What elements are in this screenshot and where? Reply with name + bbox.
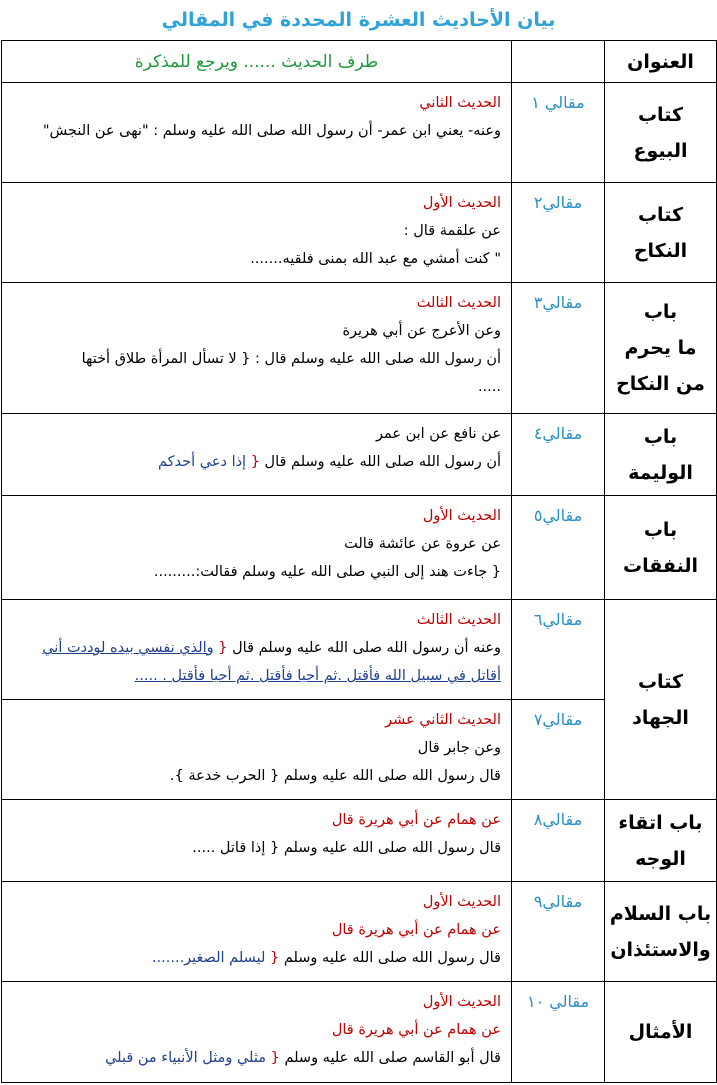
hadith-line xyxy=(10,888,501,916)
hadith-text: وعن الأعرج عن أبي هريرة xyxy=(342,323,501,339)
hadith-line xyxy=(10,317,501,345)
hadith-text: قال رسول الله صلى الله عليه وسلم { الحرب خدعة }. xyxy=(169,768,501,784)
table-row xyxy=(2,800,717,882)
row-hadith xyxy=(2,882,512,982)
row-hadith xyxy=(2,700,512,800)
hadith-text: الحديث الثاني عشر xyxy=(385,712,501,728)
hadith-line xyxy=(10,530,501,558)
hadith-line xyxy=(10,448,501,476)
quote-bracket: { xyxy=(250,454,260,470)
row-reference: مقالي٢ xyxy=(512,183,605,283)
topic-line: الوليمة xyxy=(628,461,693,484)
hadith-text: " كنت أمشي مع عبد الله بمنى فلقيه....... xyxy=(250,251,501,267)
topic-line: باب السلام xyxy=(609,902,712,925)
quote-bracket: { xyxy=(218,640,228,656)
table-row xyxy=(2,982,717,1083)
page-title: بيان الأحاديث العشرة المحددة في المقالي xyxy=(161,9,556,31)
hadith-text: أن رسول الله صلى الله عليه وسلم قال : { لا تسأل المرأة طلاق أختها xyxy=(81,351,501,367)
topic-line: النكاح xyxy=(633,239,688,262)
row-topic xyxy=(605,600,717,800)
hadith-line xyxy=(10,189,501,217)
topic-line: البيوع xyxy=(633,139,688,162)
row-reference: مقالي٤ xyxy=(512,414,605,496)
row-reference: مقالي ١٠ xyxy=(512,982,605,1083)
topic-line: كتاب xyxy=(637,203,684,226)
topic-line: باب xyxy=(643,425,678,448)
hadith-line xyxy=(10,89,501,117)
hadith-text: أقاتل في سبيل الله فأقتل .ثم أحيا فأقتل .ثم أحيا فأقتل . ..... xyxy=(134,668,501,684)
hadith-text: قال رسول الله صلى الله عليه وسلم xyxy=(283,950,501,966)
row-topic xyxy=(605,414,717,496)
row-hadith xyxy=(2,800,512,882)
hadith-line xyxy=(10,734,501,762)
row-topic xyxy=(605,800,717,882)
topic-line: باب اتقاء xyxy=(618,811,703,834)
hadith-text: عن علقمة قال : xyxy=(403,223,501,239)
hadith-line xyxy=(10,834,501,862)
row-topic xyxy=(605,283,717,414)
hadith-text: أن رسول الله صلى الله عليه وسلم قال xyxy=(264,454,501,470)
topic-line: الجهاد xyxy=(632,706,689,729)
row-reference: مقالي٦ xyxy=(512,600,605,700)
hadith-line xyxy=(10,289,501,317)
row-topic xyxy=(605,982,717,1083)
topic-line: النفقات xyxy=(623,554,698,577)
topic-line: الوجه xyxy=(635,847,686,870)
hadith-line xyxy=(10,634,501,662)
hadith-text: وعنه أن رسول الله صلى الله عليه وسلم قال xyxy=(232,640,501,656)
header-hadith: طرف الحديث ...... ويرجع للمذكرة xyxy=(2,41,512,83)
header-ref xyxy=(512,41,605,83)
topic-line: كتاب xyxy=(637,103,684,126)
row-reference: مقالي٣ xyxy=(512,283,605,414)
hadith-text: الحديث الأول xyxy=(422,508,501,524)
hadith-line xyxy=(10,706,501,734)
hadith-text: { جاءت هند إلى النبي صلى الله عليه وسلم فقالت:......... xyxy=(153,564,501,580)
header-topic: العنوان xyxy=(605,41,717,83)
topic-line: الأمثال xyxy=(628,1021,693,1043)
hadith-text: قال أبو القاسم صلى الله عليه وسلم xyxy=(284,1050,501,1066)
hadith-line xyxy=(10,1044,501,1072)
hadith-line xyxy=(10,558,501,586)
hadith-text: ..... xyxy=(477,379,501,395)
hadith-line xyxy=(10,245,501,273)
row-topic xyxy=(605,882,717,982)
topic-line: باب xyxy=(643,301,678,323)
hadith-line xyxy=(10,345,501,373)
row-hadith xyxy=(2,83,512,183)
hadith-text: الحديث الثاني xyxy=(419,95,501,111)
table-row xyxy=(2,414,717,496)
topic-line: كتاب xyxy=(637,670,684,693)
row-hadith xyxy=(2,414,512,496)
header-row xyxy=(2,41,717,83)
hadith-text: قال رسول الله صلى الله عليه وسلم { إذا قاتل ..... xyxy=(192,840,501,856)
hadith-line xyxy=(10,944,501,972)
table-row xyxy=(2,496,717,600)
row-reference: مقالي٩ xyxy=(512,882,605,982)
hadith-line xyxy=(10,606,501,634)
hadith-line xyxy=(10,988,501,1016)
quote-text: ليسلم الصغير....... xyxy=(151,950,266,966)
hadith-text: الحديث الثالث xyxy=(416,612,501,628)
table-row xyxy=(2,183,717,283)
hadith-line xyxy=(10,762,501,790)
table-row xyxy=(2,83,717,183)
hadith-line xyxy=(10,806,501,834)
row-reference: مقالي٧ xyxy=(512,700,605,800)
hadith-text: الحديث الأول xyxy=(422,195,501,211)
quote-text: والذي نفسي بيده لوددت أني xyxy=(42,640,214,656)
topic-line: من النكاح xyxy=(616,373,705,395)
row-reference: مقالي ١ xyxy=(512,83,605,183)
row-topic xyxy=(605,183,717,283)
table-row xyxy=(2,882,717,982)
topic-line: والاستئذان xyxy=(610,938,711,961)
hadith-line xyxy=(10,916,501,944)
row-hadith xyxy=(2,283,512,414)
hadith-text: عن نافع عن ابن عمر xyxy=(375,426,501,442)
hadith-line xyxy=(10,502,501,530)
topic-line: ما يحرم xyxy=(624,337,697,359)
quote-bracket: { xyxy=(270,1050,280,1066)
hadith-text: عن همام عن أبي هريرة قال xyxy=(331,922,501,938)
hadith-text: الحديث الثالث xyxy=(416,295,501,311)
row-topic xyxy=(605,83,717,183)
row-reference: مقالي٨ xyxy=(512,800,605,882)
topic-line: باب xyxy=(643,518,678,541)
table-row xyxy=(2,600,717,700)
hadith-text: الحديث الأول xyxy=(422,894,501,910)
quote-text: مثلي ومثل الأنبياء من قبلي xyxy=(105,1050,267,1066)
table-row xyxy=(2,283,717,414)
hadith-line xyxy=(10,217,501,245)
row-topic xyxy=(605,496,717,600)
quote-bracket: { xyxy=(269,950,280,966)
row-hadith xyxy=(2,600,512,700)
row-reference: مقالي٥ xyxy=(512,496,605,600)
hadith-text: وعن جابر قال xyxy=(417,740,501,756)
hadith-line xyxy=(10,662,501,690)
hadith-text: عن همام عن أبي هريرة قال xyxy=(331,1022,501,1038)
row-hadith xyxy=(2,183,512,283)
hadith-line xyxy=(10,373,501,401)
quote-text: إذا دعي أحدكم xyxy=(158,454,247,470)
hadith-table xyxy=(1,40,717,1083)
hadith-text: عن عروة عن عائشة قالت xyxy=(344,536,501,552)
hadith-text: عن همام عن أبي هريرة قال xyxy=(331,812,501,828)
hadith-line xyxy=(10,117,501,145)
hadith-text: الحديث الأول xyxy=(422,994,501,1010)
hadith-text: وعنه- يعني ابن عمر- أن رسول الله صلى الله عليه وسلم : "نهى عن النجش" xyxy=(42,123,501,139)
row-hadith xyxy=(2,982,512,1083)
hadith-line xyxy=(10,1016,501,1044)
hadith-line xyxy=(10,420,501,448)
row-hadith xyxy=(2,496,512,600)
